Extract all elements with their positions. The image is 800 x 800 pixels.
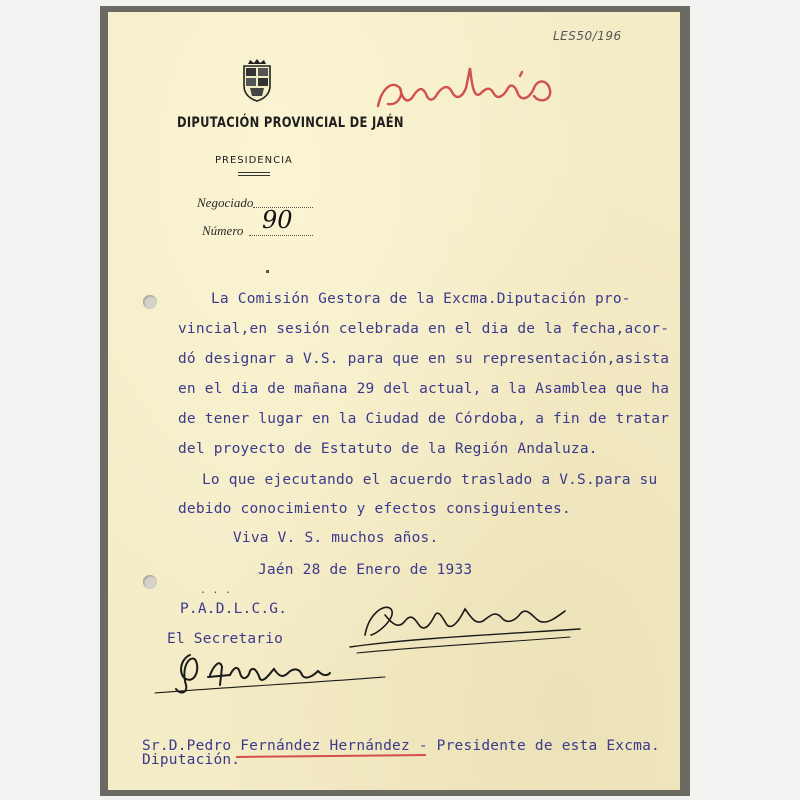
addressee-line-1: Sr.D.Pedro Fernández Hernández - Presidente de esta Excma.: [142, 738, 660, 754]
archive-reference: LES50/196: [553, 29, 622, 43]
body-line-7: Lo que ejecutando el acuerdo traslado a V.S.para su: [202, 472, 658, 488]
negociado-label: Negociado: [197, 195, 254, 210]
body-line-1: La Comisión Gestora de la Excma.Diputación pro-: [211, 291, 631, 307]
dots-mark: . . .: [200, 585, 232, 596]
numero-dotted-line: [249, 234, 313, 236]
body-line-2: vincial,en sesión celebrada en el dia de la fecha,acor-: [178, 321, 670, 337]
addressee-line-2: Diputación.: [142, 752, 241, 768]
date-line: Jaén 28 de Enero de 1933: [258, 562, 473, 578]
body-line-8: debido conocimiento y efectos consiguientes.: [178, 501, 571, 517]
department-underline: [238, 172, 270, 176]
archivo-annotation-text: Archivo: [370, 58, 374, 59]
body-line-9: Viva V. S. muchos años.: [233, 530, 439, 546]
body-line-3: dó designar a V.S. para que en su representación,asista: [178, 351, 670, 367]
body-line-6: del proyecto de Estatuto de la Región Andaluza.: [178, 441, 598, 457]
department-title: PRESIDENCIA: [215, 155, 293, 166]
punch-hole-top: [143, 295, 157, 309]
body-line-5: de tener lugar en la Ciudad de Córdoba, a fin de tratar: [178, 411, 670, 427]
punch-hole-bottom: [143, 575, 157, 589]
secretary-label: El Secretario: [167, 631, 284, 647]
numero-label: Número: [202, 223, 244, 238]
closing-initials: P.A.D.L.C.G.: [180, 601, 288, 617]
coat-of-arms-icon: [240, 58, 274, 102]
secretary-signature: [150, 645, 390, 705]
mark-dot: [266, 270, 269, 273]
numero-value: 90: [262, 206, 293, 234]
institution-title: DIPUTACIÓN PROVINCIAL DE JAÉN: [177, 113, 404, 131]
archivo-annotation: [370, 58, 570, 118]
body-line-4: en el dia de mañana 29 del actual, a la Asamblea que ha: [178, 381, 670, 397]
